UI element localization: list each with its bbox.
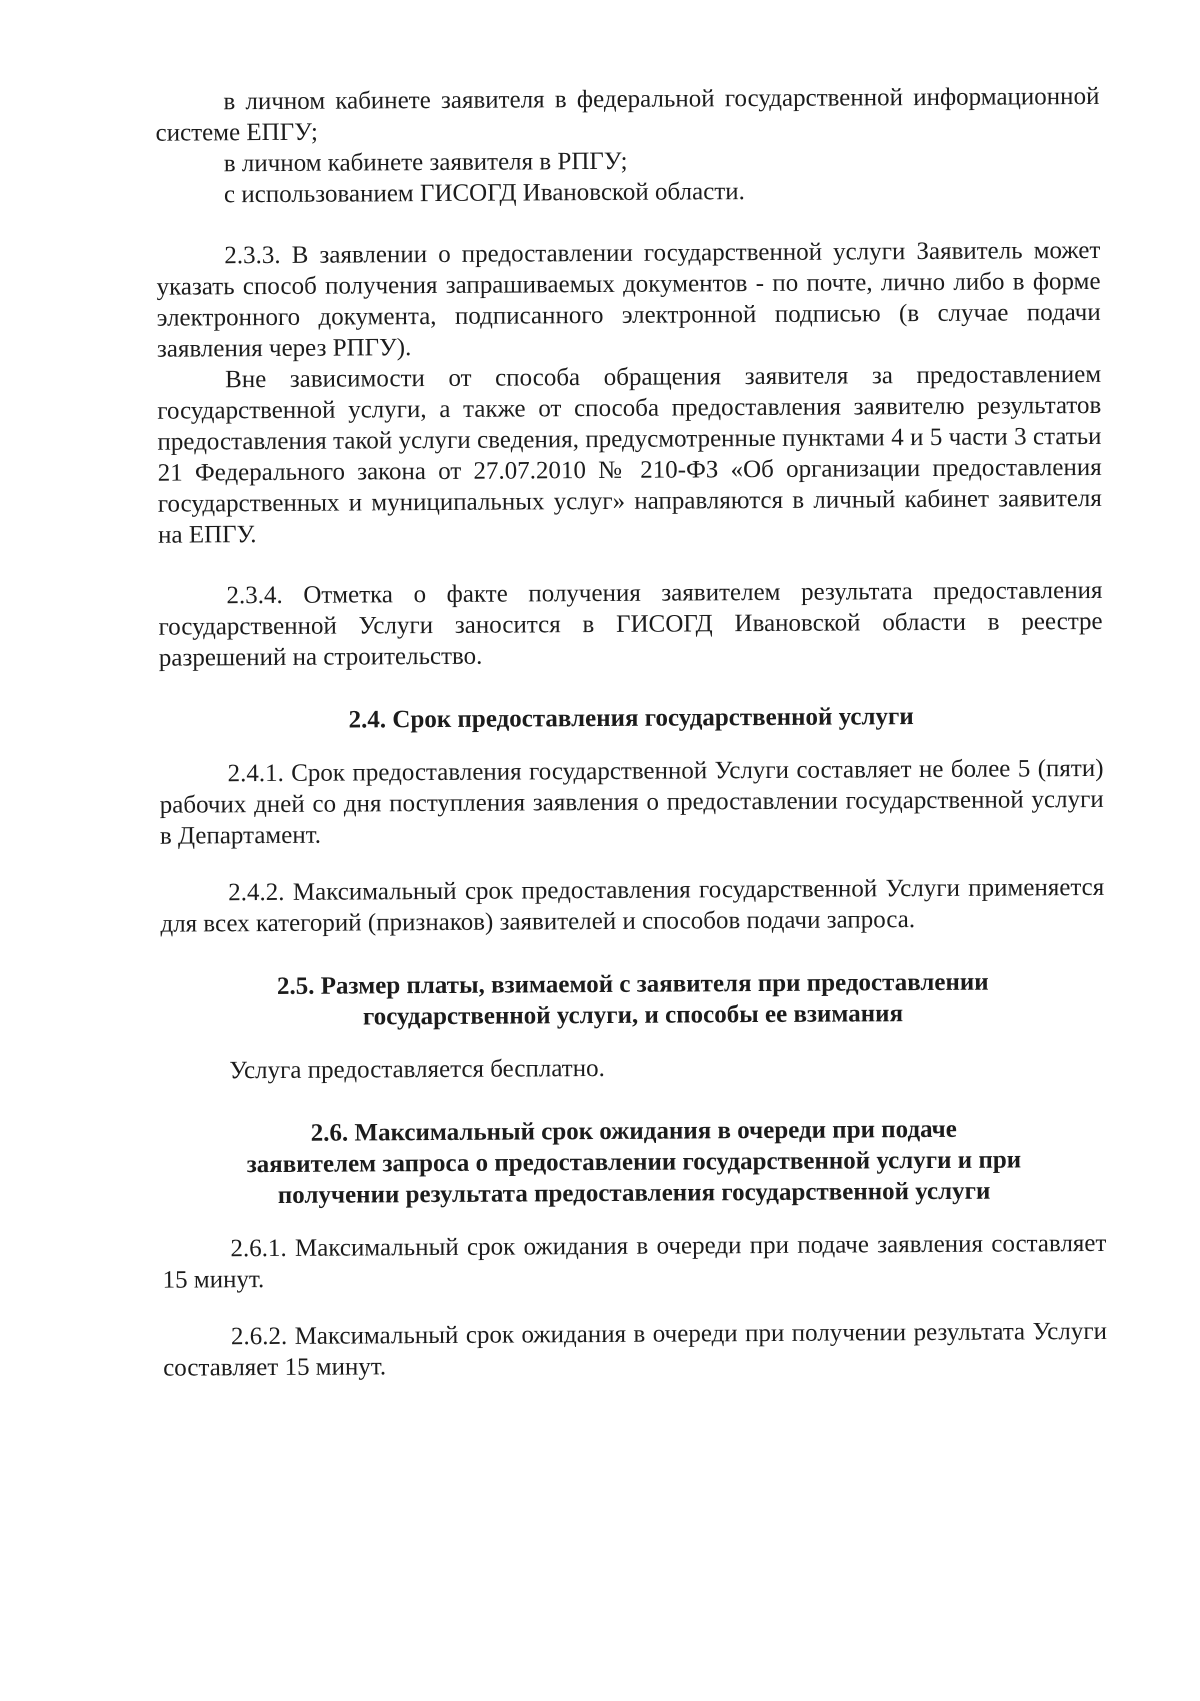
heading-2-5-line-2: государственной услуги, и способы ее взимания [362, 1000, 904, 1031]
intro-line-epgu: в личном кабинете заявителя в федеральной государственной информационной системе ЕПГУ; [155, 82, 1100, 147]
paragraph-2-5: Услуга предоставляется бесплатно. [229, 1054, 605, 1085]
paragraph-2-3-4: 2.3.4. Отметка о факте получения заявителем результата предоставления государственной Услуги заносится в ГИСОГД Ивановской области в реестре разрешений на строительство. [158, 576, 1103, 672]
heading-2-6-line-1: 2.6. Максимальный срок ожидания в очереди при подаче [310, 1115, 957, 1147]
intro-line-rpgu: в личном кабинете заявителя в РПГУ; [223, 147, 628, 178]
paragraph-2-6-2: 2.6.2. Максимальный срок ожидания в очереди при получении результата Услуги составляет 15 минут. [163, 1317, 1108, 1382]
paragraph-2-6-1: 2.6.1. Максимальный срок ожидания в очереди при подаче заявления составляет 15 минут. [162, 1229, 1107, 1294]
paragraph-2-4-2: 2.4.2. Максимальный срок предоставления государственной Услуги применяется для всех категорий (признаков) заявителей и способов подачи запроса. [160, 873, 1105, 938]
heading-2-6-line-3: получении результата предоставления государственной услуги [277, 1177, 991, 1209]
heading-2-5 [161, 966, 1105, 1034]
heading-2-6-line-2: заявителем запроса о предоставлении государственной услуги и при [246, 1146, 1022, 1179]
paragraph-2-3-3: 2.3.3. В заявлении о предоставлении государственной услуги Заявитель может указать способ получения запрашиваемых документов - по почте, лично либо в форме электронного документа, подписанного электронной подписью (в случае подачи заявления через РПГУ). [156, 236, 1101, 363]
heading-2-6 [162, 1113, 1107, 1212]
heading-2-5-line-1: 2.5. Размер платы, взимаемой с заявителя при предоставлении [276, 968, 989, 1000]
heading-2-4-line: 2.4. Срок предоставления государственной услуги [348, 703, 914, 734]
paragraph-2-3-3-continued: Вне зависимости от способа обращения заявителя за предоставлением государственной услуги, а также от способа предоставления заявителю результатов предоставления такой услуги сведения, предусмотренные пунктами 4 и 5 части 3 статьи 21 Федерального закона от 27.07.2010 № 210-ФЗ «Об организации предоставления государственных и муниципальных услуг» направляются в личный кабинет заявителя на ЕПГУ. [157, 360, 1102, 549]
heading-2-4 [159, 700, 1103, 737]
intro-line-gisogd: с использованием ГИСОГД Ивановской области. [223, 178, 745, 209]
paragraph-2-4-1: 2.4.1. Срок предоставления государственной Услуги составляет не более 5 (пяти) рабочих дней со дня поступления заявления о предоставлении государственной услуги в Департамент. [159, 754, 1104, 850]
